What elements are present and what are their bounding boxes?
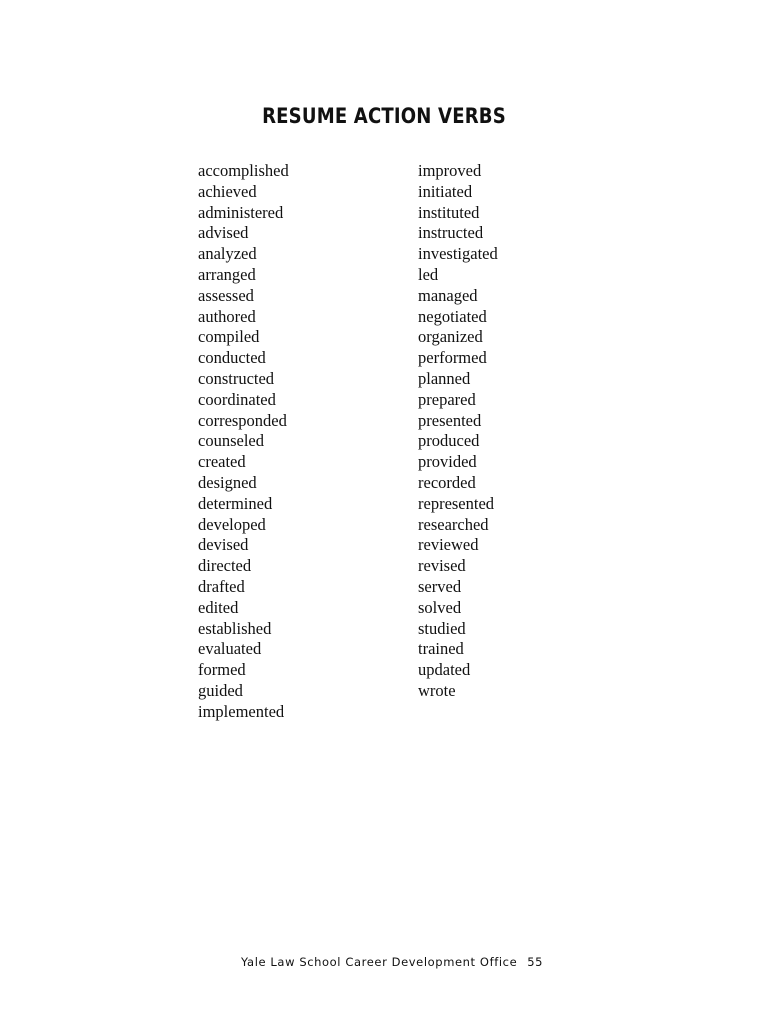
verb-item: studied bbox=[418, 618, 466, 638]
verb-item: directed bbox=[198, 556, 252, 576]
verb-item: guided bbox=[198, 680, 243, 700]
verb-item: served bbox=[418, 576, 462, 596]
verb-item: determined bbox=[198, 493, 273, 513]
verb-item: developed bbox=[198, 514, 266, 534]
verb-item: instituted bbox=[418, 202, 480, 222]
verb-item: formed bbox=[198, 660, 246, 680]
footer-office: Yale Law School Career Development Office bbox=[241, 955, 518, 969]
verb-item: coordinated bbox=[198, 389, 276, 409]
verb-item: conducted bbox=[198, 348, 266, 368]
verb-item: counseled bbox=[198, 431, 264, 451]
verb-item: organized bbox=[418, 327, 483, 347]
page-number: 55 bbox=[527, 955, 544, 969]
verb-item: authored bbox=[198, 306, 256, 326]
verb-item: performed bbox=[418, 348, 487, 368]
verb-item: negotiated bbox=[418, 306, 487, 326]
verb-item: implemented bbox=[198, 701, 285, 721]
verb-item: led bbox=[418, 264, 439, 284]
verb-item: trained bbox=[418, 639, 464, 659]
verb-item: edited bbox=[198, 597, 239, 617]
verb-item: wrote bbox=[418, 680, 456, 700]
verb-item: devised bbox=[198, 535, 249, 555]
verb-item: created bbox=[198, 452, 246, 472]
verb-item: designed bbox=[198, 472, 257, 492]
verb-item: recorded bbox=[418, 472, 476, 492]
verb-item: investigated bbox=[418, 244, 498, 264]
verb-item: researched bbox=[418, 514, 489, 534]
verb-item: presented bbox=[418, 410, 482, 430]
page-title: RESUME ACTION VERBS bbox=[262, 104, 506, 129]
verb-item: constructed bbox=[198, 368, 275, 388]
verb-item: assessed bbox=[198, 285, 254, 305]
verb-item: produced bbox=[418, 431, 480, 451]
verb-item: solved bbox=[418, 597, 462, 617]
verb-item: represented bbox=[418, 493, 495, 513]
verb-item: compiled bbox=[198, 327, 260, 347]
verb-item: achieved bbox=[198, 181, 257, 201]
verb-item: arranged bbox=[198, 264, 256, 284]
verb-item: instructed bbox=[418, 223, 484, 243]
verb-item: drafted bbox=[198, 576, 245, 596]
verb-item: reviewed bbox=[418, 535, 479, 555]
verb-item: advised bbox=[198, 223, 249, 243]
verb-item: evaluated bbox=[198, 639, 262, 659]
verb-item: administered bbox=[198, 202, 284, 222]
verb-list-left bbox=[198, 161, 289, 723]
verb-item: prepared bbox=[418, 389, 476, 409]
verb-item: updated bbox=[418, 660, 471, 680]
verb-item: initiated bbox=[418, 181, 473, 201]
verb-item: improved bbox=[418, 161, 482, 180]
verb-item: analyzed bbox=[198, 244, 257, 264]
verb-item: provided bbox=[418, 452, 477, 472]
page-footer bbox=[241, 955, 543, 969]
verb-item: revised bbox=[418, 556, 466, 576]
verb-item: managed bbox=[418, 285, 478, 305]
verb-item: accomplished bbox=[198, 161, 289, 180]
verb-item: established bbox=[198, 618, 272, 638]
verb-item: corresponded bbox=[198, 410, 287, 430]
verb-list-right bbox=[418, 161, 498, 702]
verb-item: planned bbox=[418, 368, 471, 388]
